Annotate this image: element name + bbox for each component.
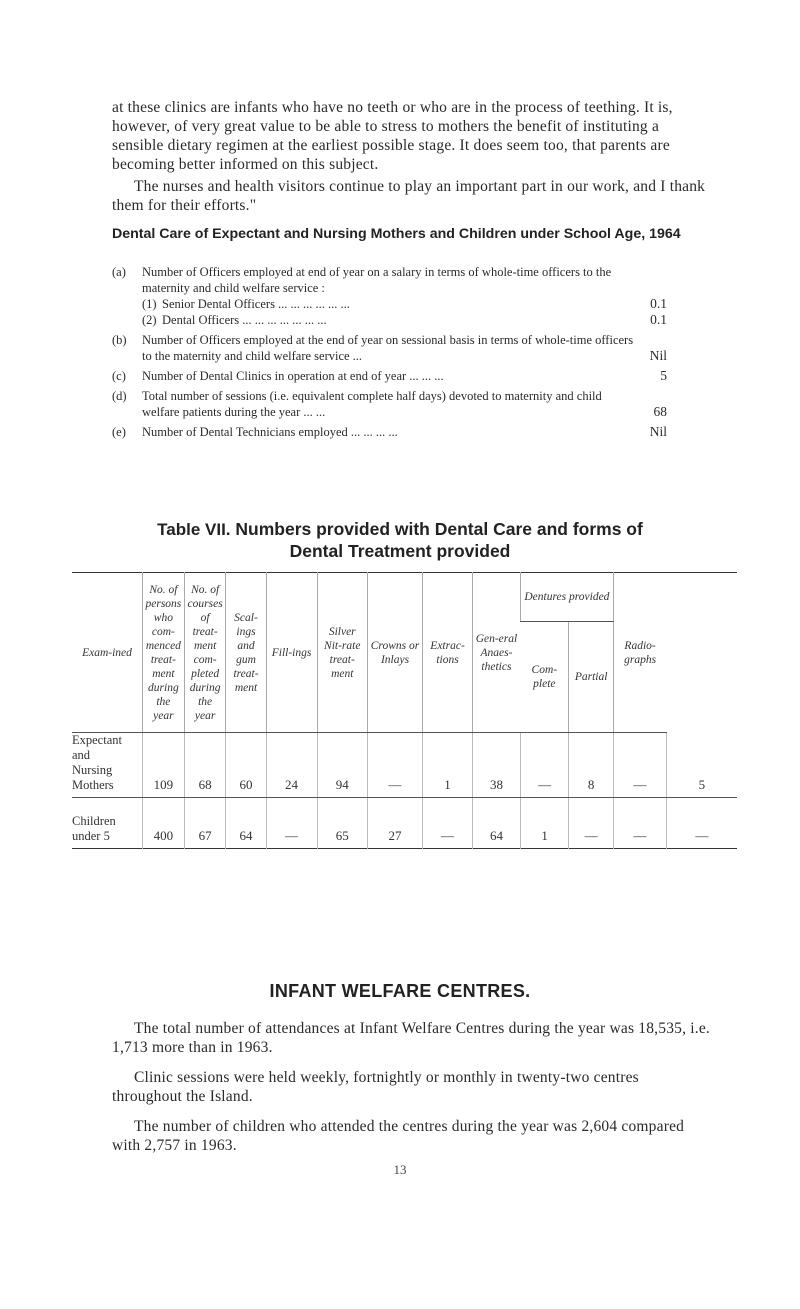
item-label: (d) [112,389,127,403]
cell: 400 [142,798,184,849]
header-persons-commenced: No. of persons who com-menced treat-ment during the year [142,573,184,733]
cell: 60 [226,733,266,798]
item-value: 0.1 [650,312,667,327]
cell: 27 [367,798,422,849]
header-courses-completed: No. of courses of treat-ment com-pleted during the year [184,573,226,733]
cell: 64 [473,798,521,849]
cell: — [423,798,473,849]
item-label: (b) [112,333,127,347]
cell: — [367,733,422,798]
header-crowns-inlays: Crowns or Inlays [367,573,422,733]
cell: 8 [569,733,614,798]
cell: 67 [184,798,226,849]
header-silver-nitrate: Silver Nit-rate treat-ment [317,573,367,733]
header-anaesthetics: Gen-eral Anaes-thetics [473,573,521,733]
table-title-line-1: Numbers provided with Dental Care and forms of [235,519,643,539]
item-text: Number of Dental Clinics in operation at end of year ... ... ... [142,369,444,383]
header-radiographs: Radio-graphs [613,573,666,733]
cell: 109 [142,733,184,798]
cell: — [613,798,666,849]
cell: 38 [473,733,521,798]
item-value: 5 [660,368,667,383]
item-label: (2) [142,313,157,327]
infant-welfare-paragraph-3: The number of children who attended the centres during the year was 2,604 compared with 2,757 in 1963. [112,1118,685,1154]
item-value: 68 [653,404,667,419]
item-label: (e) [112,425,126,439]
item-text: Dental Officers ... ... ... ... ... ... ... [162,313,327,327]
dental-care-title: Dental Care of Expectant and Nursing Mothers and Children under School Age, 1964 [112,226,681,242]
infant-welfare-paragraph-1: The total number of attendances at Infant Welfare Centres during the year was 18,535, i.e. 1,713 more than in 1963. [112,1020,710,1056]
item-text: Number of Officers employed at end of year on a salary in terms of whole-time officers to the maternity and child welfare service : [142,265,612,295]
item-label: (1) [142,297,157,311]
cell: 94 [317,733,367,798]
item-label: (a) [112,265,126,279]
item-value: Nil [649,424,667,439]
cell: 65 [317,798,367,849]
dental-treatment-table [72,572,737,849]
table-number: Table VII. [157,520,231,539]
cell: — [666,798,737,849]
item-label: (c) [112,369,126,383]
header-dentures: Dentures provided [520,573,613,622]
cell: — [569,798,614,849]
item-text: Number of Officers employed at the end of year on sessional basis in terms of whole-time officers to the maternity and child welfare service ... [142,333,634,363]
table-row [72,798,737,849]
header-dentures-partial: Partial [569,622,614,733]
item-value: Nil [649,348,667,363]
cell: 64 [226,798,266,849]
cell: 1 [520,798,568,849]
cell: — [266,798,317,849]
header-scalings: Scal-ings and gum treat-ment [226,573,266,733]
table-row [72,733,737,798]
cell: 24 [266,733,317,798]
table-title-2: Dental Treatment provided [289,541,511,561]
item-value: 0.1 [650,296,667,311]
item-text: Senior Dental Officers ... ... ... ... ... ... [162,297,350,311]
header-fillings: Fill-ings [266,573,317,733]
header-extractions: Extrac-tions [423,573,473,733]
intro-paragraph-2: The nurses and health visitors continue to play an important part in our work, and I thank them for their efforts." [112,178,706,214]
cell: 5 [666,733,737,798]
page-number: 13 [393,1162,407,1177]
cell: — [613,733,666,798]
item-text: Number of Dental Technicians employed ... ... ... ... [142,425,398,439]
cell: 1 [423,733,473,798]
infant-welfare-paragraph-2: Clinic sessions were held weekly, fortnightly or monthly in twenty-two centres throughout the Island. [112,1069,639,1105]
cell: 68 [184,733,226,798]
header-examined: Exam-ined [72,573,142,733]
table-title [0,519,800,540]
header-dentures-complete: Com-plete [520,622,568,733]
row-label: Expectant and Nursing Mothers [72,733,142,798]
row-label: Children under 5 [72,814,116,843]
intro-paragraph-1: at these clinics are infants who have no teeth or who are in the process of teething. It is, however, of very great value to be able to stress to mothers the benefit of instituting a sensible dietary regimen at the earliest possible stage. It does seem too, that parents are becoming better informed on this subject. [112,99,673,173]
item-text: Total number of sessions (i.e. equivalent complete half days) devoted to maternity and child welfare patients during the year ... ... [142,389,602,419]
cell: — [520,733,568,798]
infant-welfare-heading: INFANT WELFARE CENTRES. [269,981,531,1001]
